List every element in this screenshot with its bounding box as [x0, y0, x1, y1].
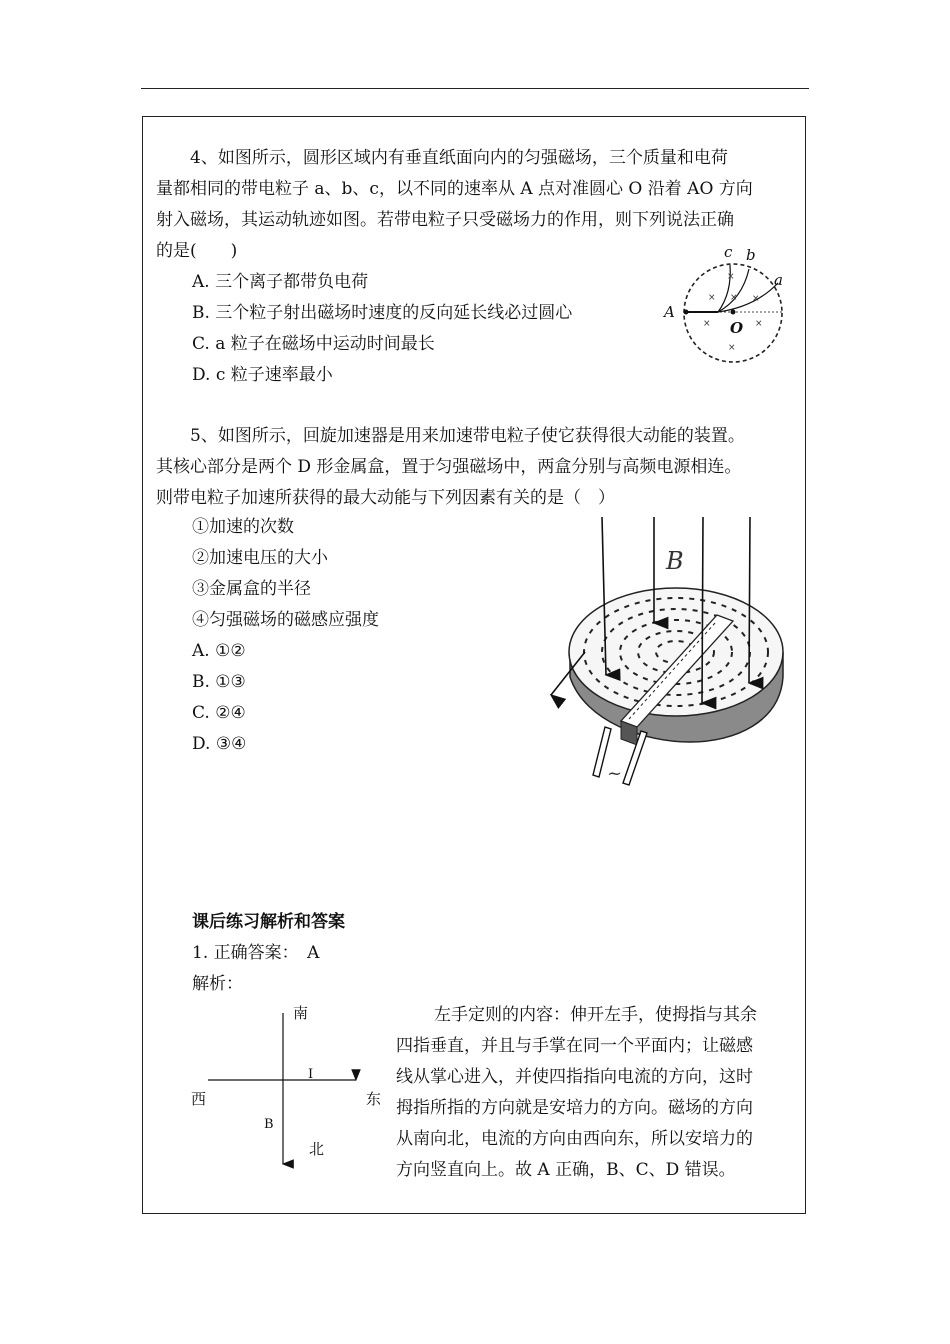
compass-diagram	[188, 998, 388, 1178]
header-rule	[141, 88, 809, 89]
cross-mark: ×	[703, 319, 711, 329]
label-west: 西	[191, 1090, 207, 1108]
cross-mark: ×	[728, 343, 736, 353]
label-field-b: B	[666, 547, 684, 575]
q5-factor-4: ④匀强磁场的磁感应强度	[192, 610, 379, 630]
label-current-i: I	[308, 1067, 314, 1082]
label-b: b	[746, 246, 756, 264]
trajectory-a	[718, 283, 778, 312]
q4-line-2: 量都相同的带电粒子 a、b、c，以不同的速率从 A 点对准圆心 O 沿着 AO 方向	[156, 179, 753, 199]
q5-line-2: 其核心部分是两个 D 形金属盒，置于匀强磁场中，两盒分别与高频电源相连。	[156, 457, 742, 477]
field-line-arrow	[749, 517, 750, 683]
q5-line-1: 5、如图所示，回旋加速器是用来加速带电粒子使它获得很大动能的装置。	[190, 426, 745, 446]
answers-heading: 课后练习解析和答案	[192, 912, 345, 932]
label-east: 东	[366, 1090, 382, 1108]
q4-magnetic-field-figure	[660, 243, 810, 367]
label-c: c	[724, 243, 733, 261]
cross-mark: ×	[727, 272, 735, 282]
explanation-line-5: 从南向北，电流的方向由西向东，所以安培力的	[396, 1129, 753, 1149]
q4-option-d: D. c 粒子速率最小	[192, 365, 333, 385]
answer-1: 1. 正确答案： A	[192, 943, 320, 963]
cross-mark: ×	[752, 294, 760, 304]
q5-option-d: D. ③④	[192, 734, 247, 754]
explanation-line-4: 拇指所指的方向就是安培力的方向。磁场的方向	[396, 1098, 753, 1118]
label-north: 北	[309, 1140, 325, 1158]
q5-option-b: B. ①③	[192, 672, 246, 692]
q5-factor-3: ③金属盒的半径	[192, 579, 311, 599]
label-south: 南	[293, 1004, 309, 1022]
label-field-b: B	[264, 1117, 274, 1132]
q5-factor-2: ②加速电压的大小	[192, 548, 328, 568]
q4-option-c: C. a 粒子在磁场中运动时间最长	[192, 334, 435, 354]
q5-cyclotron-figure	[545, 517, 795, 787]
q4-line-4: 的是( )	[156, 241, 238, 261]
label-center-o: O	[730, 319, 744, 337]
analysis-label: 解析：	[192, 974, 243, 994]
cross-mark: ×	[730, 293, 738, 303]
cross-mark: ×	[708, 293, 716, 303]
q4-line-3: 射入磁场，其运动轨迹如图。若带电粒子只受磁场力的作用，则下列说法正确	[156, 210, 734, 230]
field-line-arrow	[702, 517, 703, 703]
label-point-a: A	[664, 303, 675, 321]
explanation-line-2: 四指垂直，并且与手掌在同一个平面内；让磁感	[396, 1036, 753, 1056]
label-a: a	[774, 271, 783, 289]
q5-option-a: A. ①②	[192, 641, 246, 661]
q4-line-1: 4、如图所示，圆形区域内有垂直纸面向内的匀强磁场，三个质量和电荷	[190, 148, 728, 168]
center-o-dot	[731, 310, 736, 315]
q5-factor-1: ①加速的次数	[192, 517, 294, 537]
explanation-line-3: 线从掌心进入，并使四指指向电流的方向，这时	[396, 1067, 753, 1087]
q4-option-a: A. 三个离子都带负电荷	[192, 272, 369, 292]
cross-mark: ×	[755, 319, 763, 329]
label-ac-source: ~	[607, 763, 623, 784]
q5-line-3: 则带电粒子加速所获得的最大动能与下列因素有关的是（ ）	[156, 488, 615, 508]
explanation-line-6: 方向竖直向上。故 A 正确，B、C、D 错误。	[396, 1160, 736, 1180]
explanation-line-1: 左手定则的内容：伸开左手，使拇指与其余	[434, 1005, 757, 1025]
q5-option-c: C. ②④	[192, 703, 246, 723]
point-a-dot	[684, 310, 689, 315]
q4-option-b: B. 三个粒子射出磁场时速度的反向延长线必过圆心	[192, 303, 573, 323]
